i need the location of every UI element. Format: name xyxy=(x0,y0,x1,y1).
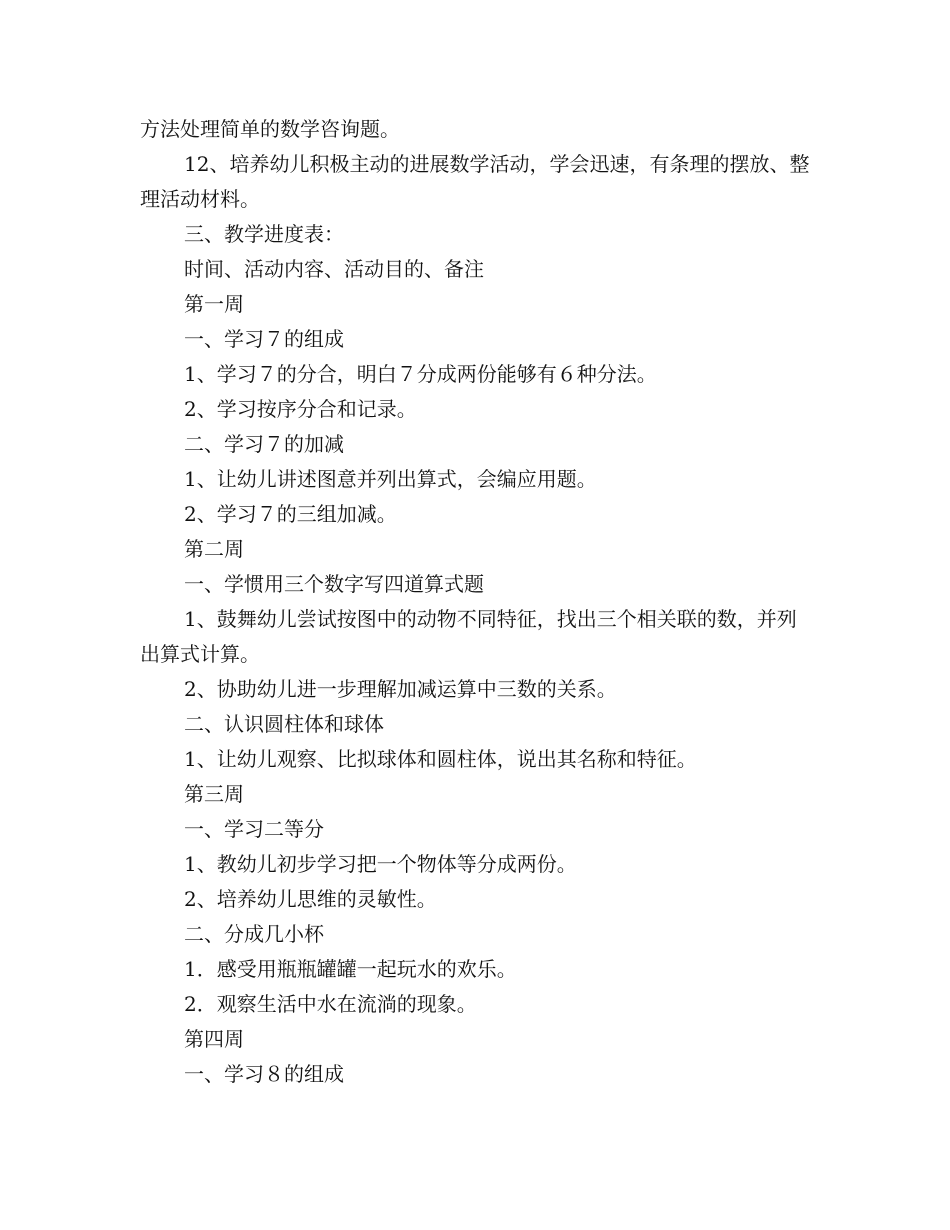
document-body xyxy=(140,112,810,1092)
paragraph: 方法处理简单的数学咨询题。 xyxy=(140,117,400,141)
list-item: 2、学习按序分合和记录。 xyxy=(184,397,417,421)
list-item: 2．观察生活中水在流淌的现象。 xyxy=(184,992,477,1016)
week-heading: 第三周 xyxy=(184,782,244,806)
week-heading: 第四周 xyxy=(184,1027,244,1051)
paragraph: 时间、活动内容、活动目的、备注 xyxy=(184,257,484,281)
list-item: 1、教幼儿初步学习把一个物体等分成两份。 xyxy=(184,852,577,876)
activity-title: 一、学惯用三个数字写四道算式题 xyxy=(184,572,484,596)
activity-title: 二、分成几小杯 xyxy=(184,922,324,946)
list-item: 2、协助幼儿进一步理解加减运算中三数的关系。 xyxy=(184,677,617,701)
list-item: 1、鼓舞幼儿尝试按图中的动物不同特征，找出三个相关联的数，并列出算式计算。 xyxy=(140,607,797,666)
list-item: 1、让幼儿讲述图意并列出算式，会编应用题。 xyxy=(184,467,597,491)
activity-title: 二、学习７的加减 xyxy=(184,432,344,456)
activity-title: 二、认识圆柱体和球体 xyxy=(184,712,384,736)
list-item: 2、学习７的三组加减。 xyxy=(184,502,397,526)
activity-title: 一、学习７的组成 xyxy=(184,327,344,351)
list-item: 1．感受用瓶瓶罐罐一起玩水的欢乐。 xyxy=(184,957,517,981)
activity-title: 一、学习８的组成 xyxy=(184,1062,344,1086)
week-heading: 第一周 xyxy=(184,292,244,316)
list-item: 1、学习７的分合，明白７分成两份能够有６种分法。 xyxy=(184,362,657,386)
section-heading: 三、教学进度表： xyxy=(184,222,344,246)
list-item: 1、让幼儿观察、比拟球体和圆柱体，说出其名称和特征。 xyxy=(184,747,697,771)
list-item: 2、培养幼儿思维的灵敏性。 xyxy=(184,887,437,911)
paragraph: 12、培养幼儿积极主动的进展数学活动，学会迅速，有条理的摆放、整理活动材料。 xyxy=(140,152,810,211)
activity-title: 一、学习二等分 xyxy=(184,817,324,841)
week-heading: 第二周 xyxy=(184,537,244,561)
